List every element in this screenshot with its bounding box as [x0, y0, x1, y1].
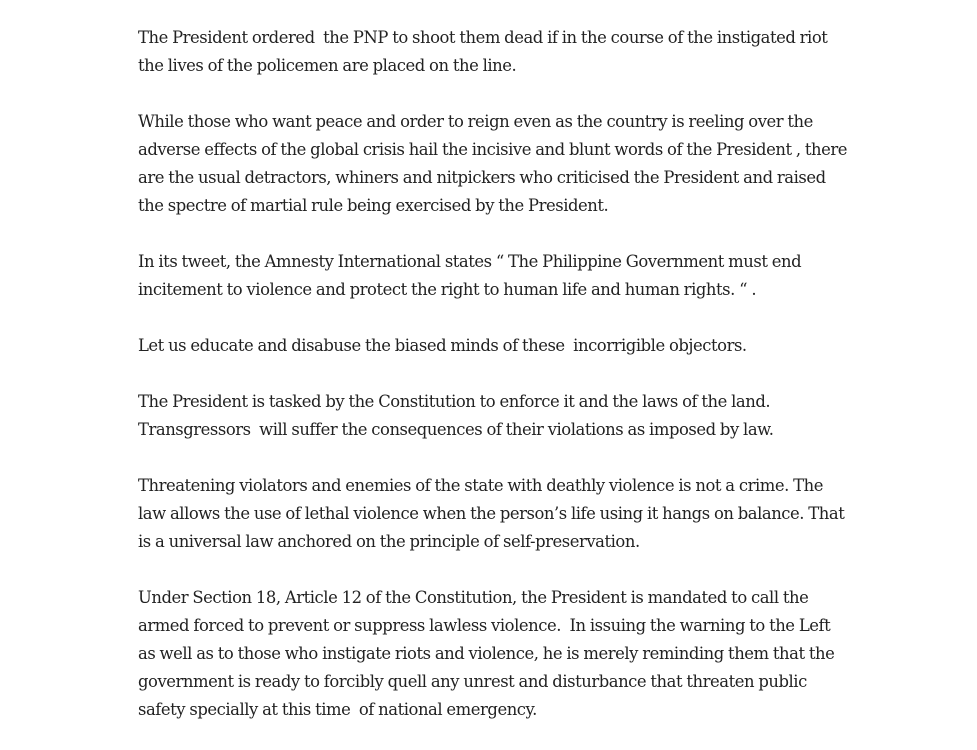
- paragraph-section-18: Under Section 18, Article 12 of the Constitution, the President is mandated to call the armed forced to prevent or suppress lawless violence. In issuing the warning to the Left as well as to those who instigate riots and violence, he is merely reminding them that the government is ready to forcibly quell any unrest and disturbance that threaten public safety specially at this time of national emergency.: [138, 588, 839, 719]
- article-body: [138, 24, 852, 724]
- paragraph-detractors: While those who want peace and order to reign even as the country is reeling over the adverse effects of the global crisis hail the incisive and blunt words of the President , there are the usual detractors, whiners and nitpickers who criticised the President and raised the spectre of martial rule being exercised by the President.: [138, 112, 852, 215]
- paragraph-amnesty-tweet: In its tweet, the Amnesty International states “ The Philippine Government must end incitement to violence and protect the right to human life and human rights. “ .: [138, 252, 806, 299]
- paragraph-constitution-duty: The President is tasked by the Constitution to enforce it and the laws of the land. Transgressors will suffer the consequences of their violations as imposed by law.: [138, 392, 775, 439]
- paragraph-pnp-order: The President ordered the PNP to shoot them dead if in the course of the instigated riot the lives of the policemen are placed on the line.: [138, 28, 832, 75]
- paragraph-self-preservation: Threatening violators and enemies of the state with deathly violence is not a crime. The law allows the use of lethal violence when the person’s life using it hangs on balance. That is a universal law anchored on the principle of self-preservation.: [138, 476, 849, 551]
- paragraph-educate: Let us educate and disabuse the biased minds of these incorrigible objectors.: [138, 336, 747, 355]
